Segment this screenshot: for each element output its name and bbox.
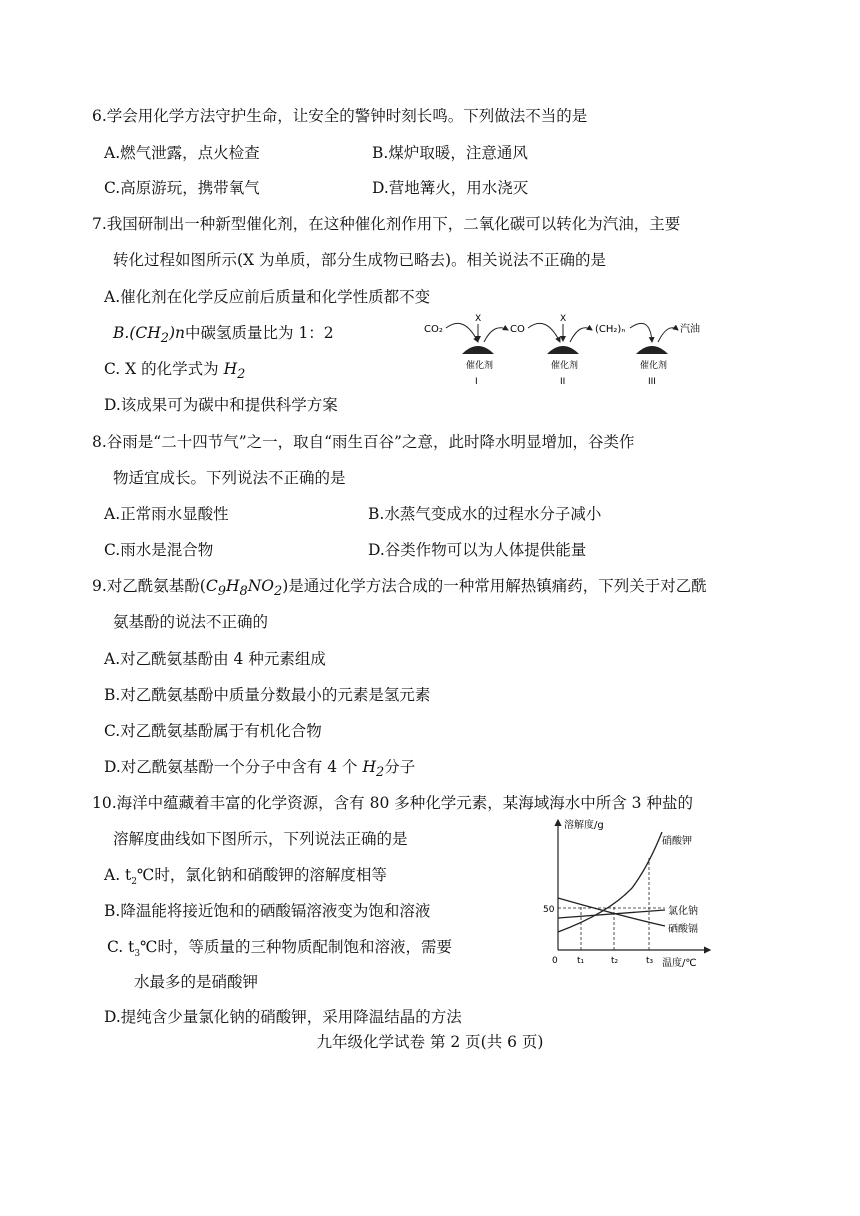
q8-option-c: C.雨水是混合物 [104, 541, 214, 559]
diagram-gasoline: 汽油 [680, 324, 700, 335]
q9-stem-post: )是通过化学方法合成的一种常用解热镇痛药，下列关于对乙酰 [282, 577, 707, 595]
chart-origin: 0 [552, 956, 558, 966]
q10-a-post: ℃时，氯化钠和硝酸钾的溶解度相等 [137, 866, 387, 884]
q9-option-b: B.对乙酰氨基酚中质量分数最小的元素是氢元素 [104, 686, 431, 704]
q10-stem-line2: 溶解度曲线如下图所示，下列说法正确的是 [113, 830, 408, 848]
diagram-x1: X [475, 314, 482, 324]
q6-option-a: A.燃气泄露，点火检查 [104, 144, 260, 162]
chart-xlabel: 温度/℃ [662, 958, 697, 969]
catalyst-3-shape [636, 346, 668, 354]
chart-t3: t₃ [646, 956, 654, 966]
q9-formula-h: H [225, 577, 240, 595]
arrow-2 [484, 328, 508, 342]
page-footer: 九年级化学试卷 第 2 页(共 6 页) [316, 1033, 544, 1051]
q8-stem-line1: 8.谷雨是“二十四节气”之一，取自“雨生百谷”之意，此时降水明显增加，谷类作 [92, 433, 635, 451]
q6-option-d: D.营地篝火，用水浇灭 [372, 179, 529, 197]
arrow-4 [570, 328, 592, 342]
diagram-x2: X [560, 314, 567, 324]
q6-option-b: B.煤炉取暖，注意通风 [372, 144, 528, 162]
arrow-1 [446, 323, 478, 342]
arrow-3 [528, 323, 560, 342]
q10-c-post: ℃时，等质量的三种物质配制饱和溶液，需要 [140, 938, 452, 956]
kno3-label: 硝酸钾 [662, 836, 692, 847]
q7-b-prefix: B. [113, 324, 130, 342]
arrow-5 [630, 323, 652, 342]
q10-option-c [107, 935, 452, 959]
q9-stem-line1 [92, 574, 707, 599]
q7-c-text: C. X 的化学式为 [104, 360, 224, 378]
q10-a-sub: 2 [131, 877, 138, 888]
diagram-cat3: 催化剂 [640, 361, 668, 371]
arrow-6 [658, 328, 678, 342]
q6-option-c: C.高原游玩，携带氧气 [104, 179, 260, 197]
q9-formula-9: 9 [217, 584, 226, 600]
chart-t1: t₁ [577, 956, 585, 966]
q10-c-sub: 3 [134, 949, 141, 960]
q7-stem-line1: 7.我国研制出一种新型催化剂，在这种催化剂作用下，二氧化碳可以转化为汽油，主要 [92, 215, 681, 233]
q9-formula-8: 8 [239, 584, 248, 600]
q9-d-2: 2 [375, 765, 385, 781]
q8-stem-line2: 物适宜成长。下列说法不正确的是 [113, 469, 346, 487]
q10-option-a [104, 863, 387, 887]
catalyst-1-shape [462, 346, 494, 354]
q9-option-d [104, 755, 415, 780]
q7-option-b [113, 321, 334, 346]
q10-option-b: B.降温能将接近饱和的硒酸镉溶液变为饱和溶液 [104, 902, 431, 920]
q10-option-c-line2: 水最多的是硝酸钾 [134, 973, 259, 991]
q7-b-sub: 2 [160, 331, 169, 347]
diagram-cat2: 催化剂 [551, 361, 579, 371]
chart-ylabel: 溶解度/g [564, 820, 604, 831]
chart-t2: t₂ [611, 956, 619, 966]
q9-option-a: A.对乙酰氨基酚由 4 种元素组成 [104, 650, 326, 668]
solubility-chart [540, 810, 720, 970]
q10-c-pre: C. t [107, 938, 135, 956]
q9-formula-no: NO [247, 577, 274, 595]
q7-b-formula: (CH [129, 324, 161, 342]
q8-option-a: A.正常雨水显酸性 [104, 505, 229, 523]
diagram-co: CO [510, 324, 525, 335]
q9-d-pre: D.对乙酰氨基酚一个分子中含有 4 个 [104, 758, 363, 776]
q9-d-h: H [362, 758, 376, 776]
q6-stem: 6.学会用化学方法守护生命，让安全的警钟时刻长鸣。下列做法不当的是 [92, 107, 588, 125]
q7-b-text: 中碳氢质量比为 1：2 [185, 324, 334, 342]
q10-option-d: D.提纯含少量氯化钠的硝酸钾，采用降温结晶的方法 [104, 1008, 462, 1026]
nacl-label: 氯化钠 [668, 906, 698, 917]
q7-option-d: D.该成果可为碳中和提供科学方案 [104, 396, 338, 414]
diagram-r1: I [475, 377, 478, 387]
diagram-ch2n: (CH₂)ₙ [595, 324, 626, 335]
q7-option-a: A.催化剂在化学反应前后质量和化学性质都不变 [104, 288, 431, 306]
diagram-cat1: 催化剂 [466, 361, 494, 371]
q10-a-pre: A. t [104, 866, 132, 884]
q7-option-c [104, 357, 245, 382]
chart-y50: 50 [543, 905, 555, 915]
q10-stem-line1: 10.海洋中蕴藏着丰富的化学资源，含有 80 多种化学元素，某海域海水中所含 3 种盐的 [92, 794, 693, 812]
q7-c-sub: 2 [237, 367, 246, 383]
q9-d-post: 分子 [384, 758, 416, 776]
cdse-label: 硒酸镉 [668, 924, 698, 935]
diagram-r3: III [648, 377, 656, 387]
diagram-r2: II [560, 377, 566, 387]
catalyst-diagram [420, 308, 720, 390]
q9-formula-2: 2 [273, 584, 283, 600]
q7-c-formula: H [223, 360, 238, 378]
q9-formula-c: C [205, 577, 218, 595]
diagram-co2: CO₂ [424, 324, 443, 335]
q9-stem-pre: 9.对乙酰氨基酚( [92, 577, 206, 595]
catalyst-2-shape [547, 346, 579, 354]
q7-stem-line2: 转化过程如图所示(X 为单质，部分生成物已略去)。相关说法不正确的是 [113, 251, 607, 269]
q7-b-formula2: )n [168, 324, 186, 342]
q8-option-d: D.谷类作物可以为人体提供能量 [368, 541, 587, 559]
q9-option-c: C.对乙酰氨基酚属于有机化合物 [104, 722, 322, 740]
q9-stem-line2: 氨基酚的说法不正确的 [113, 613, 269, 631]
q8-option-b: B.水蒸气变成水的过程水分子减小 [368, 505, 602, 523]
